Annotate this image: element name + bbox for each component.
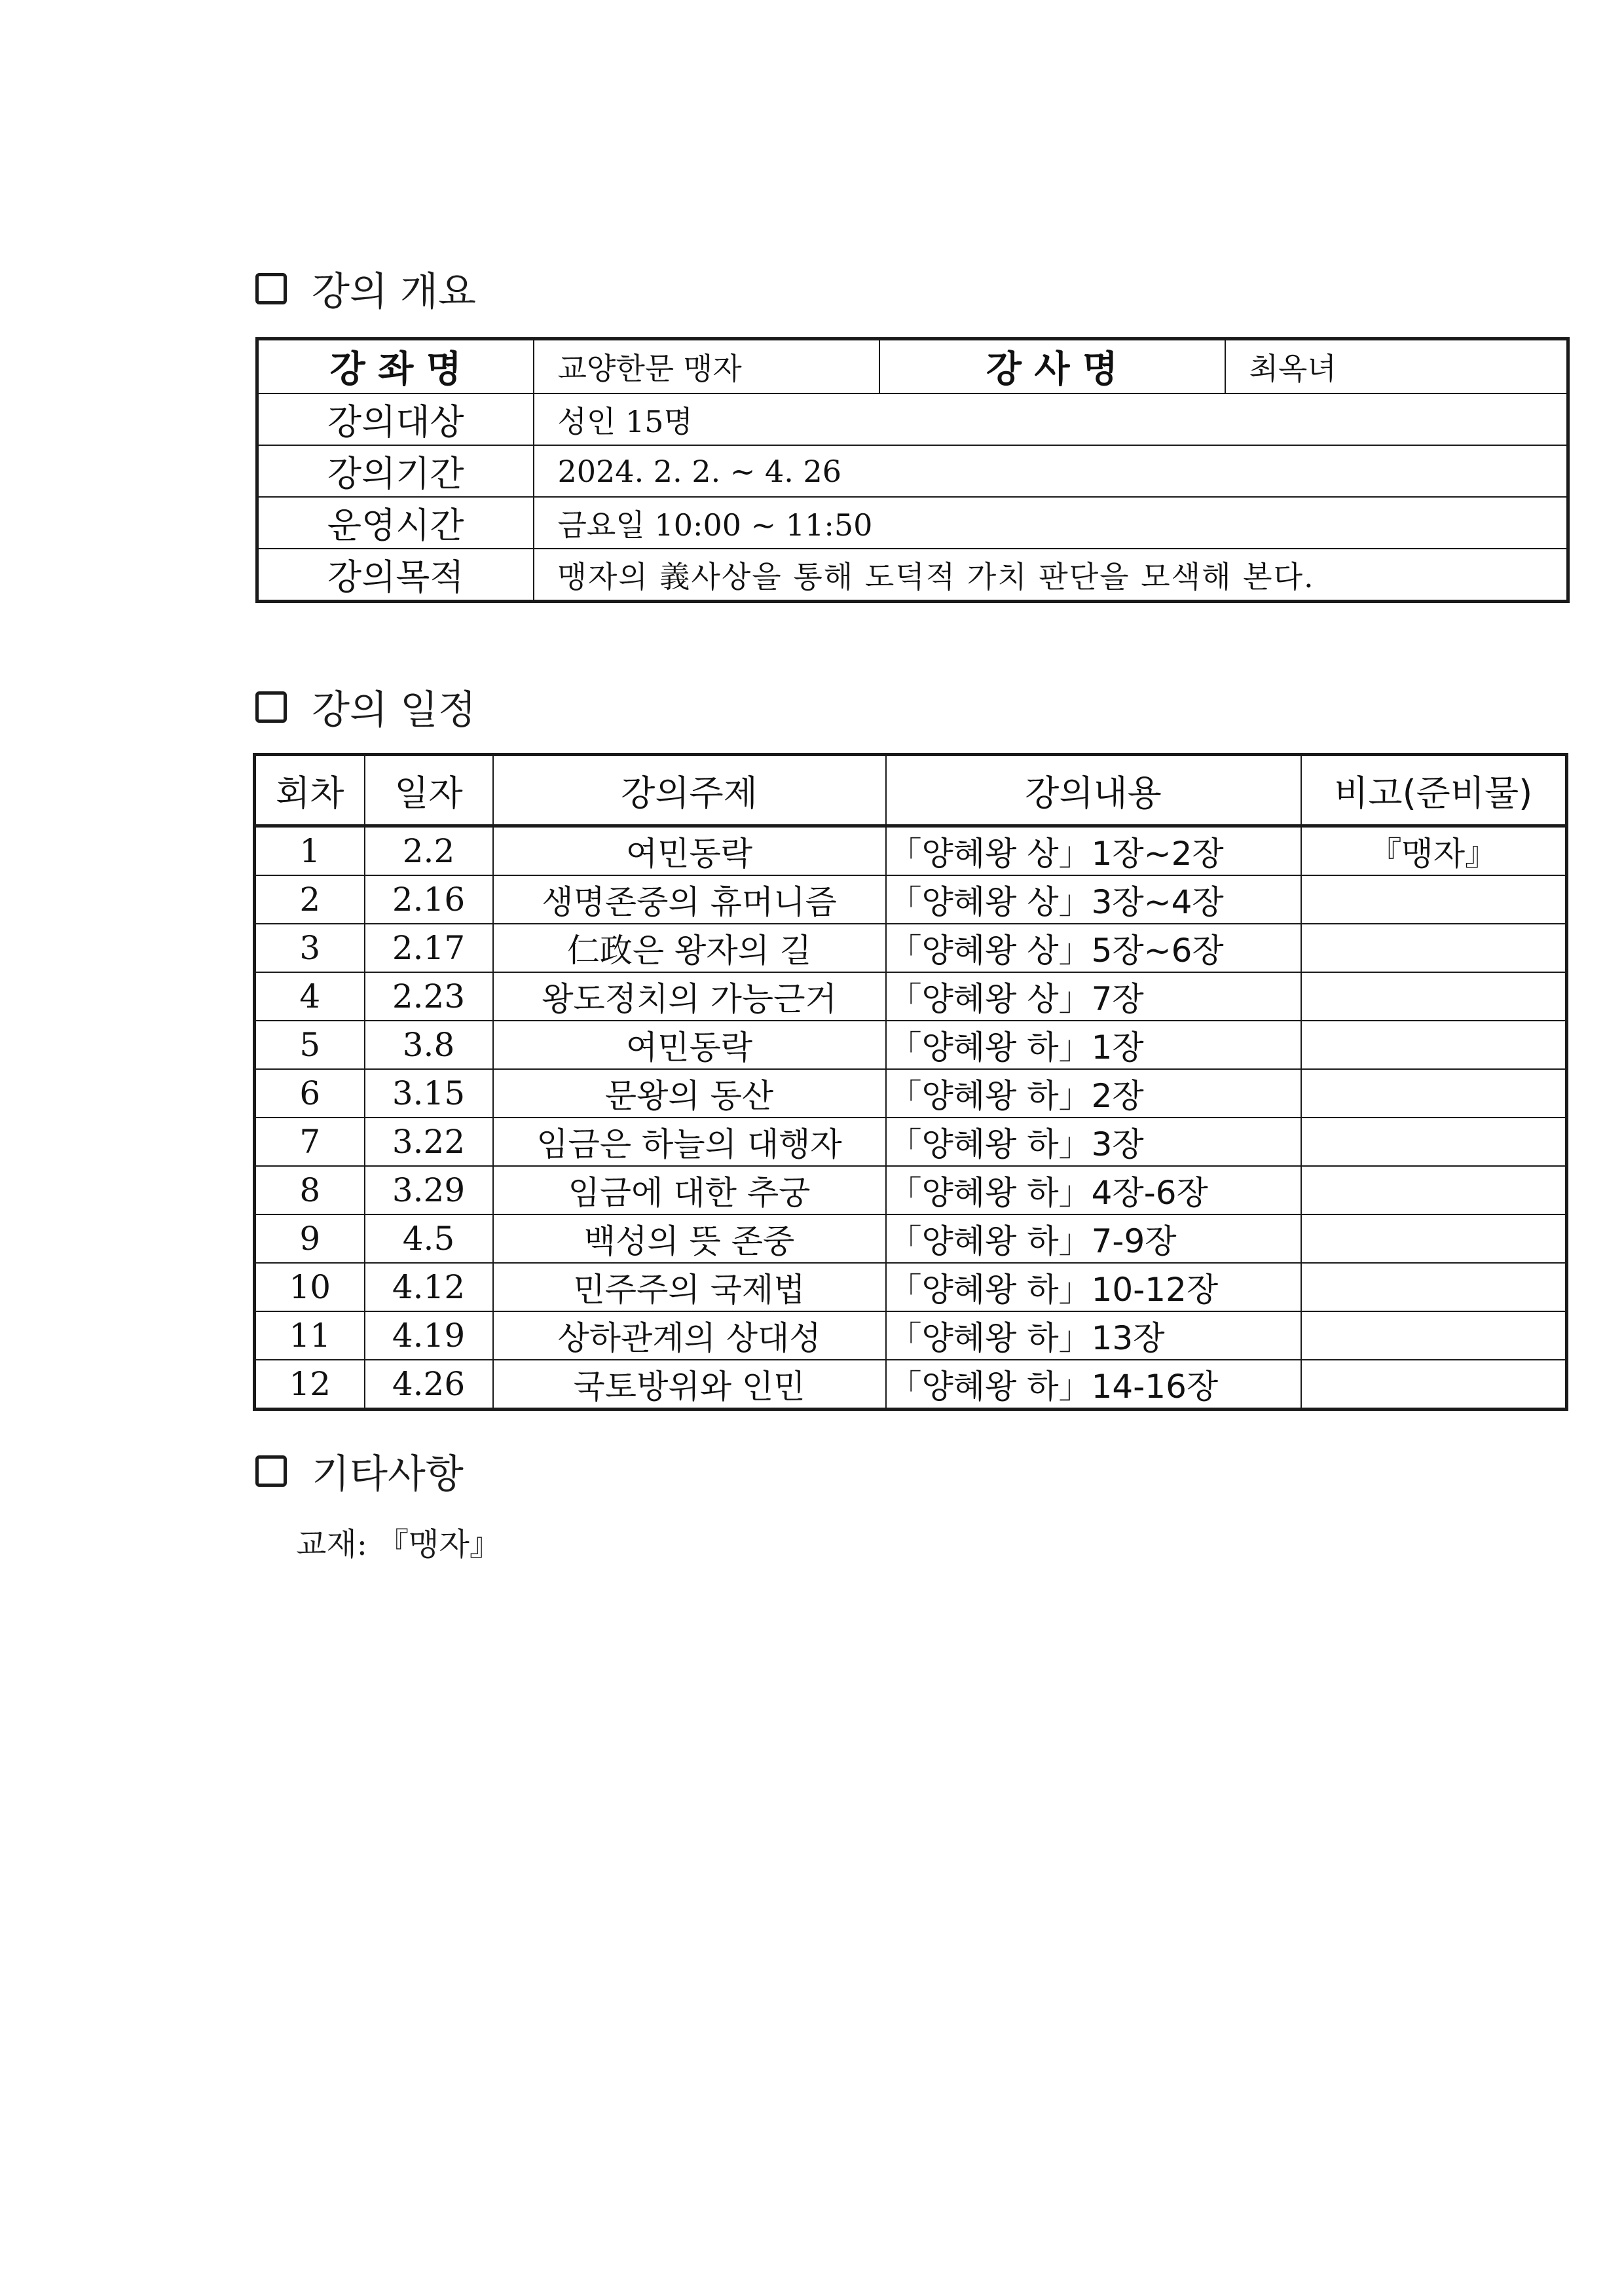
session-number: 8 [255,1166,365,1214]
session-topic: 仁政은 왕자의 길 [493,924,886,972]
course-row [257,339,1568,394]
purpose-label: 강의목적 [257,549,534,602]
session-date: 4.12 [365,1263,493,1311]
session-number: 4 [255,972,365,1021]
session-number: 12 [255,1360,365,1410]
table-row [255,1166,1567,1214]
table-row [255,924,1567,972]
session-topic: 여민동락 [493,826,886,876]
session-topic: 생명존중의 휴머니즘 [493,875,886,924]
overview-heading [255,261,476,317]
session-topic: 문왕의 동산 [493,1069,886,1118]
session-content: 「양혜왕 상」7장 [886,972,1301,1021]
table-row [255,1263,1567,1311]
session-note [1301,1214,1567,1263]
other-title: 기타사항 [312,1451,464,1497]
course-value: 교양한문 맹자 [534,339,879,394]
session-date: 2.16 [365,875,493,924]
session-number: 11 [255,1311,365,1360]
table-row [255,1311,1567,1360]
overview-table [255,337,1570,603]
session-content: 「양혜왕 하」14-16장 [886,1360,1301,1410]
session-topic: 여민동락 [493,1021,886,1069]
session-number: 10 [255,1263,365,1311]
session-note [1301,1069,1567,1118]
session-content: 「양혜왕 하」1장 [886,1021,1301,1069]
checkbox-icon [255,691,287,723]
session-topic: 임금은 하늘의 대행자 [493,1118,886,1166]
table-row [255,1069,1567,1118]
session-date: 3.8 [365,1021,493,1069]
session-content: 「양혜왕 하」10-12장 [886,1263,1301,1311]
target-label: 강의대상 [257,393,534,445]
session-date: 4.19 [365,1311,493,1360]
table-row [255,1360,1567,1410]
session-topic: 국토방위와 인민 [493,1360,886,1410]
header-topic: 강의주제 [493,755,886,826]
time-value: 금요일 10:00 ~ 11:50 [534,497,1568,549]
table-row [255,1118,1567,1166]
session-number: 9 [255,1214,365,1263]
header-session: 회차 [255,755,365,826]
session-content: 「양혜왕 하」13장 [886,1311,1301,1360]
session-date: 3.22 [365,1118,493,1166]
target-row [257,393,1568,445]
session-content: 「양혜왕 상」3장~4장 [886,875,1301,924]
time-row [257,497,1568,549]
instructor-value: 최옥녀 [1225,339,1568,394]
session-date: 2.23 [365,972,493,1021]
session-topic: 백성의 뜻 존중 [493,1214,886,1263]
session-note [1301,1118,1567,1166]
session-content: 「양혜왕 하」3장 [886,1118,1301,1166]
schedule-header-row [255,755,1567,826]
purpose-value: 맹자의 義사상을 통해 도덕적 가치 판단을 모색해 본다. [534,549,1568,602]
schedule-table [253,753,1568,1411]
session-note [1301,1263,1567,1311]
table-row [255,1021,1567,1069]
session-content: 「양혜왕 하」2장 [886,1069,1301,1118]
session-date: 2.17 [365,924,493,972]
session-content: 「양혜왕 하」4장-6장 [886,1166,1301,1214]
textbook-note: 교재: 『맹자』 [296,1526,501,1563]
table-row [255,972,1567,1021]
session-content: 「양혜왕 하」7-9장 [886,1214,1301,1263]
session-topic: 임금에 대한 추궁 [493,1166,886,1214]
session-note [1301,1360,1567,1410]
period-row [257,445,1568,497]
session-content: 「양혜왕 상」1장~2장 [886,826,1301,876]
session-topic: 왕도정치의 가능근거 [493,972,886,1021]
session-number: 7 [255,1118,365,1166]
schedule-title: 강의 일정 [312,687,476,733]
header-content: 강의내용 [886,755,1301,826]
header-date: 일자 [365,755,493,826]
checkbox-icon [255,273,287,304]
session-note [1301,1021,1567,1069]
session-number: 1 [255,826,365,876]
session-note [1301,972,1567,1021]
overview-title: 강의 개요 [312,269,476,315]
time-label: 운영시간 [257,497,534,549]
session-number: 5 [255,1021,365,1069]
period-label: 강의기간 [257,445,534,497]
session-topic: 상하관계의 상대성 [493,1311,886,1360]
session-note [1301,875,1567,924]
session-note: 『맹자』 [1301,826,1567,876]
table-row [255,875,1567,924]
session-note [1301,924,1567,972]
target-value: 성인 15명 [534,393,1568,445]
session-number: 6 [255,1069,365,1118]
session-date: 4.26 [365,1360,493,1410]
checkbox-icon [255,1455,287,1487]
table-row [255,1214,1567,1263]
session-content: 「양혜왕 상」5장~6장 [886,924,1301,972]
course-label: 강 좌 명 [257,339,534,394]
table-row [255,826,1567,876]
session-number: 2 [255,875,365,924]
session-date: 3.29 [365,1166,493,1214]
other-heading [255,1443,464,1499]
instructor-label: 강 사 명 [879,339,1225,394]
session-date: 3.15 [365,1069,493,1118]
session-note [1301,1311,1567,1360]
session-date: 4.5 [365,1214,493,1263]
period-value: 2024. 2. 2. ~ 4. 26 [534,445,1568,497]
session-topic: 민주주의 국제법 [493,1263,886,1311]
session-date: 2.2 [365,826,493,876]
session-number: 3 [255,924,365,972]
purpose-row [257,549,1568,602]
session-note [1301,1166,1567,1214]
header-note: 비고(준비물) [1301,755,1567,826]
schedule-heading [255,679,476,735]
